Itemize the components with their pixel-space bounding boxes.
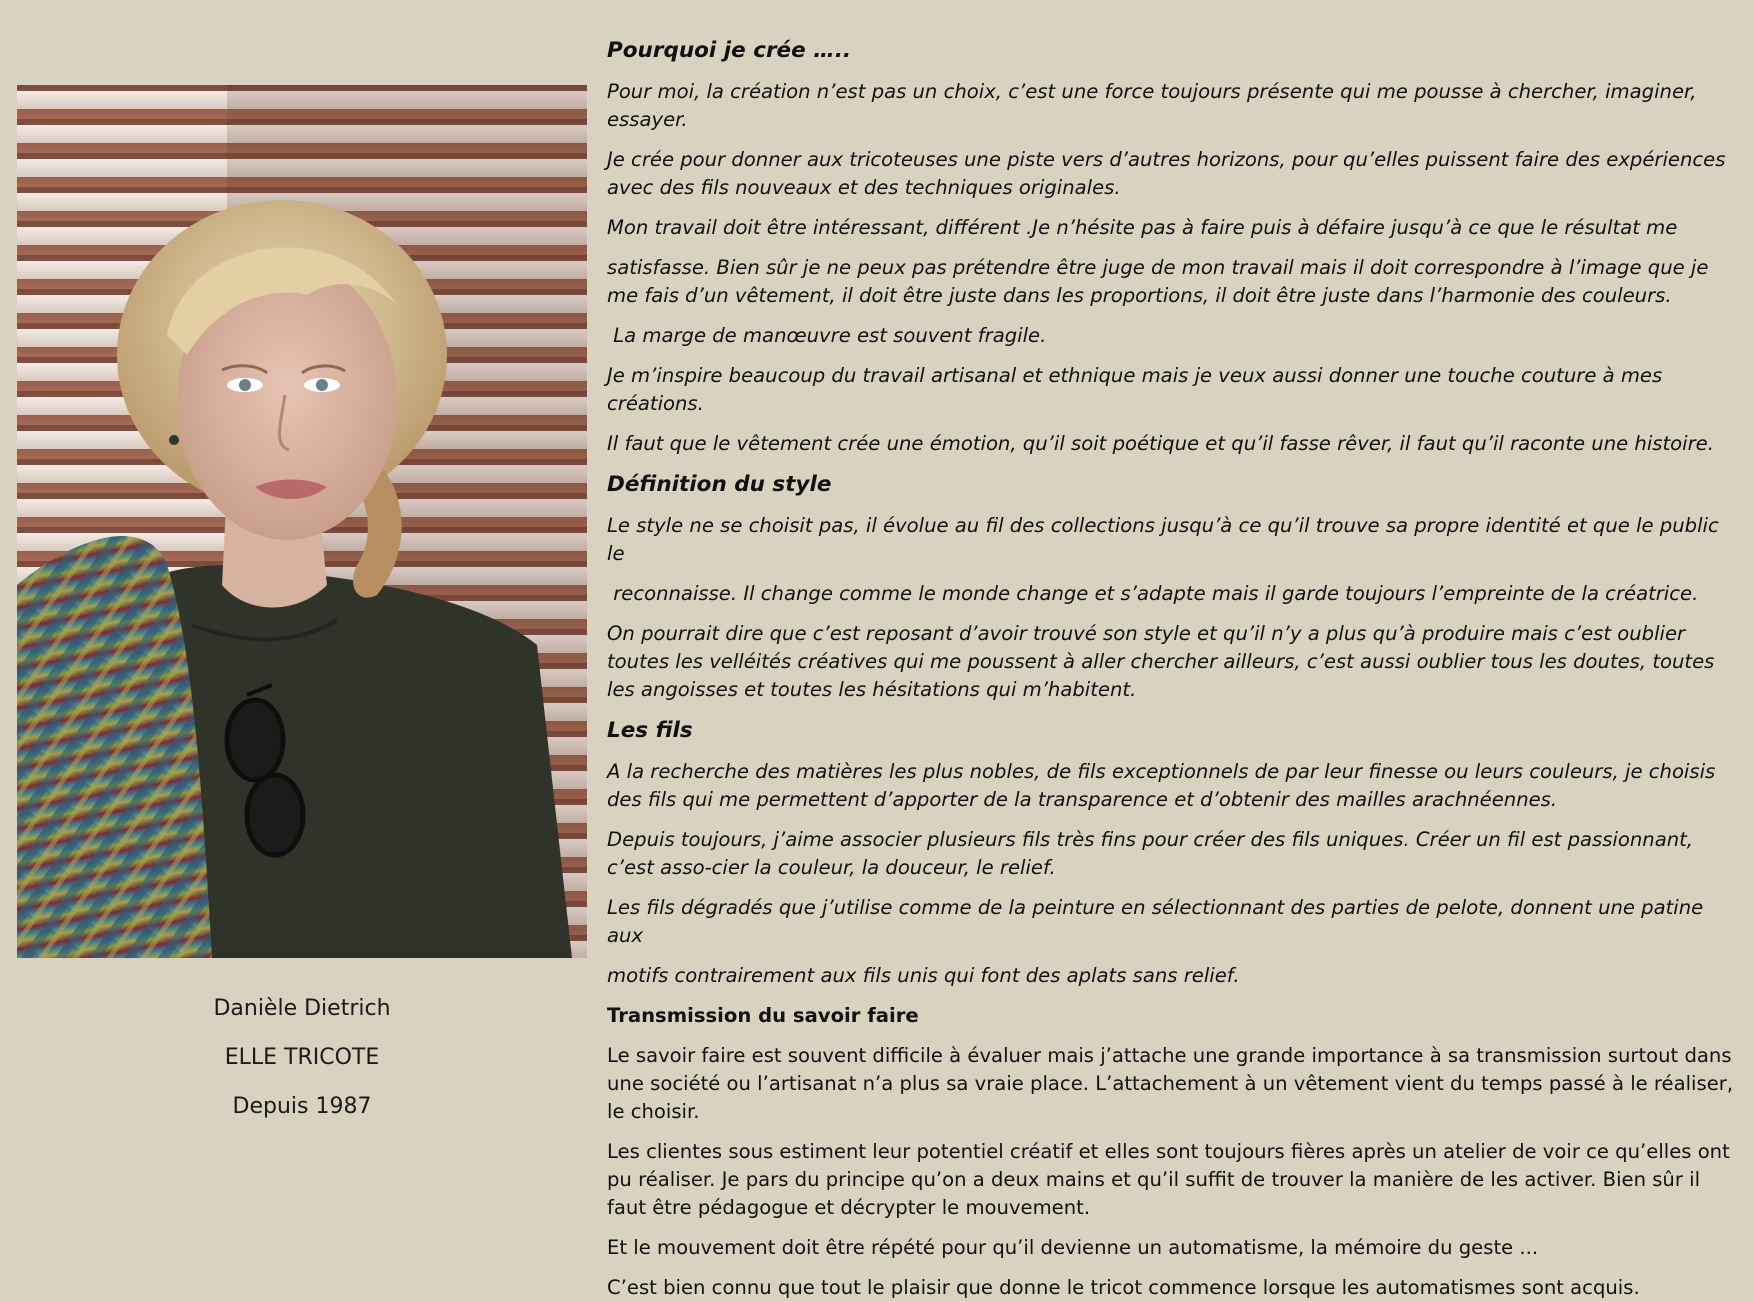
brand-name: ELLE TRICOTE	[224, 1045, 380, 1070]
caption	[17, 995, 587, 1142]
paragraph: Le style ne se choisit pas, il évolue au fil des collections jusqu’à ce qu’il trouve sa propre identité et que le public le	[607, 514, 1719, 565]
section-transmission	[607, 1002, 1739, 1302]
paragraph: motifs contrairement aux fils unis qui font des aplats sans relief.	[607, 964, 1240, 987]
paragraph: On pourrait dire que c’est reposant d’avoir trouvé son style et qu’il n’y a plus qu’à produire mais c’est oublier toutes les velléités créatives qui me poussent à aller chercher ailleurs, c’est aussi oublier tous les doutes, toutes les angoisses et toutes les hésitations qui m’habitent.	[607, 622, 1715, 701]
paragraph: Le savoir faire est souvent difficile à évaluer mais j’attache une grande importance à sa transmission surtout dans une société ou l’artisanat n’a plus sa vraie place. L’attachement à un vêtement vient du temps passé à le réaliser, le choisir.	[607, 1044, 1734, 1123]
text-column	[607, 36, 1739, 1302]
paragraph: satisfasse. Bien sûr je ne peux pas prétendre être juge de mon travail mais il doit correspondre à l’image que je me fais d’un vêtement, il doit être juste dans les proportions, il doit être juste dans l’harmonie des couleurs.	[607, 256, 1709, 307]
paragraph: Mon travail doit être intéressant, différent .Je n’hésite pas à faire puis à défaire jusqu’à ce que le résultat me	[607, 216, 1678, 239]
paragraph: A la recherche des matières les plus nobles, de fils exceptionnels de par leur finesse ou leurs couleurs, je choisis des fils qui me permettent d’apporter de la transparence et d’obtenir des mailles arachnéennes.	[607, 760, 1716, 811]
section-title: Transmission du savoir faire	[607, 1004, 919, 1027]
section-title: Pourquoi je crée …..	[607, 38, 852, 63]
portrait-photo	[17, 85, 587, 958]
paragraph: Depuis toujours, j’aime associer plusieurs fils très fins pour créer des fils uniques. Créer un fil est passionnant, c’est asso-cier la couleur, la douceur, le relief.	[607, 828, 1694, 879]
paragraph: Je m’inspire beaucoup du travail artisanal et ethnique mais je veux aussi donner une touche couture à mes créations.	[607, 364, 1663, 415]
paragraph: Et le mouvement doit être répété pour qu’il devienne un automatisme, la mémoire du geste ...	[607, 1236, 1539, 1259]
section-style	[607, 470, 1739, 704]
paragraph: La marge de manœuvre est souvent fragile.	[607, 324, 1047, 347]
paragraph: Il faut que le vêtement crée une émotion, qu’il soit poétique et qu’il fasse rêver, il faut qu’il raconte une histoire.	[607, 432, 1714, 455]
section-threads	[607, 716, 1739, 990]
paragraph: Les fils dégradés que j’utilise comme de la peinture en sélectionnant des parties de pelote, donnent une patine aux	[607, 896, 1704, 947]
paragraph: Pour moi, la création n’est pas un choix, c’est une force toujours présente qui me pousse à chercher, imaginer, essayer.	[607, 80, 1697, 131]
since-year: Depuis 1987	[232, 1094, 372, 1119]
paragraph: C’est bien connu que tout le plaisir que donne le tricot commence lorsque les automatismes sont acquis.	[607, 1276, 1640, 1299]
section-title: Définition du style	[607, 472, 832, 497]
paragraph: Je crée pour donner aux tricoteuses une piste vers d’autres horizons, pour qu’elles puissent faire des expériences avec des fils nouveaux et des techniques originales.	[607, 148, 1726, 199]
paragraph: reconnaisse. Il change comme le monde change et s’adapte mais il garde toujours l’empreinte de la créatrice.	[607, 582, 1699, 605]
paragraph: Les clientes sous estiment leur potentiel créatif et elles sont toujours fières après un atelier de voir ce qu’elles ont pu réaliser. Je pars du principe qu’on a deux mains et qu’il suffit de trouver la manière de les activer. Bien sûr il faut être pédagogue et décrypter le mouvement.	[607, 1140, 1730, 1219]
section-why-create	[607, 36, 1739, 458]
author-name: Danièle Dietrich	[213, 996, 391, 1021]
section-title: Les fils	[607, 718, 693, 743]
